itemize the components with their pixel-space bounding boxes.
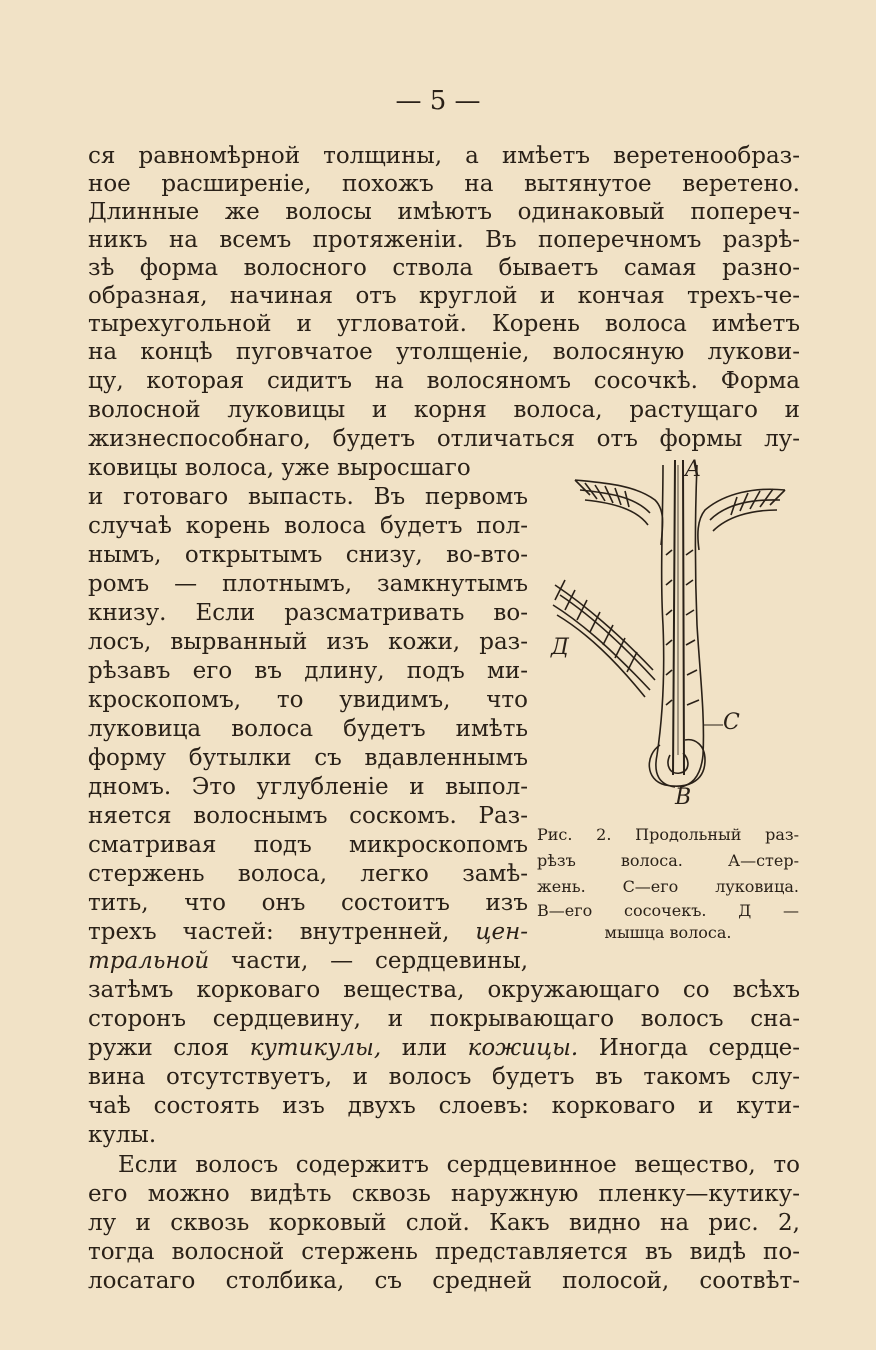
hair-section-drawing <box>545 455 805 820</box>
text-segment: Иногда сердце- <box>598 1035 801 1061</box>
text-segment: части, — сердцевины, <box>231 948 529 974</box>
text-line: цу, которая сидитъ на волосяномъ сосочкѣ. Форма <box>88 368 800 394</box>
italic-term: кутикулы, <box>249 1035 382 1061</box>
text-line: Если волосъ содержитъ сердцевинное вещество, то <box>118 1152 800 1178</box>
figure-caption-line: Рис. 2. Продольный раз- <box>537 825 799 844</box>
text-line: рѣзавъ его въ длину, подъ ми- <box>88 658 528 684</box>
text-line: ромъ — плотнымъ, замкнутымъ <box>88 571 528 597</box>
figure-label-a: A <box>685 457 701 482</box>
text-line: лу и сквозь корковый слой. Какъ видно на рис. 2, <box>88 1210 800 1236</box>
text-line: вина отсутствуетъ, и волосъ будетъ въ такомъ слу- <box>88 1064 800 1090</box>
text-line <box>88 946 528 976</box>
text-line: книзу. Если разсматривать во- <box>88 600 528 626</box>
text-line: ковицы волоса, уже выросшаго <box>88 455 471 481</box>
text-line: жизнеспособнаго, будетъ отличаться отъ формы лу- <box>88 426 800 452</box>
text-line: сматривая подъ микроскопомъ <box>88 832 528 858</box>
text-line: кроскопомъ, то увидимъ, что <box>88 687 528 713</box>
text-line: сторонъ сердцевину, и покрывающаго волосъ сна- <box>88 1006 800 1032</box>
text-line: тить, что онъ состоитъ изъ <box>88 890 528 916</box>
figure-caption-line: жень. С—его луковица. <box>537 877 799 896</box>
text-line: нымъ, открытымъ снизу, во-вто- <box>88 542 528 568</box>
text-line: форму бутылки съ вдавленнымъ <box>88 745 528 771</box>
text-line <box>88 1033 800 1063</box>
text-line: ся равномѣрной толщины, а имѣетъ веретенообраз- <box>88 143 800 169</box>
figure-caption-line: рѣзъ волоса. А—стер- <box>537 851 799 870</box>
text-line: затѣмъ корковаго вещества, окружающаго со всѣхъ <box>88 977 800 1003</box>
text-line: случаѣ корень волоса будетъ пол- <box>88 513 528 539</box>
text-line: образная, начиная отъ круглой и кончая трехъ-че- <box>88 283 800 309</box>
page-number: — 5 — <box>395 86 481 116</box>
text-line: Длинные же волосы имѣютъ одинаковый попереч- <box>88 199 800 225</box>
text-line <box>88 917 528 947</box>
text-line: волосной луковицы и корня волоса, растущаго и <box>88 397 800 423</box>
text-line: кулы. <box>88 1122 157 1148</box>
text-line: на концѣ пуговчатое утолщенiе, волосяную лукови- <box>88 339 800 365</box>
figure-label-d: Д <box>551 635 569 660</box>
text-segment: или <box>401 1035 448 1061</box>
text-segment: ружи слоя <box>88 1035 230 1061</box>
italic-term: тральной <box>88 948 210 974</box>
text-line: луковица волоса будетъ имѣть <box>88 716 528 742</box>
text-line: стержень волоса, легко замѣ- <box>88 861 528 887</box>
text-line: дномъ. Это углубленiе и выпол- <box>88 774 528 800</box>
text-line: ное расширенiе, похожъ на вытянутое веретено. <box>88 171 800 197</box>
text-line: и готоваго выпасть. Въ первомъ <box>88 484 528 510</box>
text-line: няется волоснымъ соскомъ. Раз- <box>88 803 528 829</box>
italic-term: цен- <box>475 919 529 945</box>
text-line: чаѣ состоять изъ двухъ слоевъ: корковаго и кути- <box>88 1093 800 1119</box>
figure-label-b: B <box>675 785 692 810</box>
text-line: тогда волосной стержень представляется въ видѣ по- <box>88 1239 800 1265</box>
figure-caption-line: В—его сосочекъ. Д — <box>537 901 799 920</box>
text-line: никъ на всемъ протяженiи. Въ поперечномъ разрѣ- <box>88 227 800 253</box>
italic-term: кожицы. <box>467 1035 579 1061</box>
text-line: лосатаго столбика, съ средней полосой, соотвѣт- <box>88 1268 800 1294</box>
text-line: зѣ форма волосного ствола бываетъ самая разно- <box>88 255 800 281</box>
text-line: его можно видѣть сквозь наружную пленку—кутику- <box>88 1181 800 1207</box>
figure-label-c: C <box>723 710 740 735</box>
figure-caption-line: мышца волоса. <box>604 923 732 942</box>
text-line: лосъ, вырванный изъ кожи, раз- <box>88 629 528 655</box>
text-segment: трехъ частей: внутренней, <box>88 919 450 945</box>
text-line: тырехугольной и угловатой. Корень волоса имѣетъ <box>88 311 800 337</box>
hair-section-figure <box>545 455 805 820</box>
